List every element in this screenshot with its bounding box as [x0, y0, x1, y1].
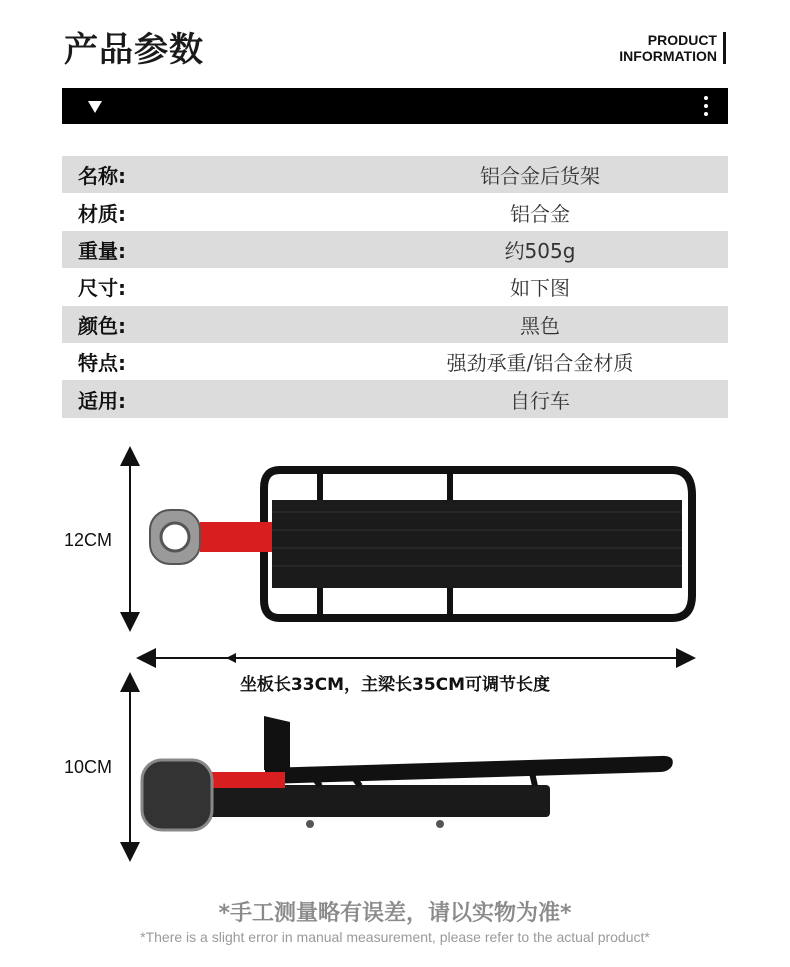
- spec-key: 重量:: [78, 238, 126, 263]
- spec-key: 颜色:: [78, 313, 126, 338]
- english-title-line1: PRODUCT: [647, 32, 717, 48]
- rack-side-view: [142, 716, 673, 830]
- spec-value: 如下图: [510, 276, 570, 301]
- length-note: 坐板长33CM，主梁长35CM可调节长度: [239, 675, 551, 695]
- disclaimer-cn: *手工测量略有误差，请以实物为准*: [218, 901, 572, 926]
- spec-key: 尺寸:: [78, 276, 126, 301]
- spec-value: 铝合金: [510, 201, 570, 226]
- spec-key: 名称:: [78, 164, 126, 189]
- page-title: 产品参数: [64, 30, 204, 70]
- spec-value: 黑色: [520, 313, 560, 338]
- spec-value: 强劲承重/铝合金材质: [446, 351, 634, 376]
- height-label-top: 12CM: [64, 530, 113, 550]
- height-label-side: 10CM: [64, 757, 113, 777]
- english-title-line2: INFORMATION: [619, 48, 717, 64]
- spec-value: 铝合金后货架: [480, 164, 600, 189]
- spec-value: 自行车: [510, 388, 570, 413]
- spec-key: 适用:: [78, 388, 126, 413]
- rack-top-view: [150, 470, 692, 618]
- spec-key: 特点:: [78, 351, 126, 376]
- spec-value: 约505g: [504, 238, 576, 263]
- spec-key: 材质:: [78, 201, 126, 226]
- disclaimer-en: *There is a slight error in manual measurement, please refer to the actual product*: [140, 929, 650, 945]
